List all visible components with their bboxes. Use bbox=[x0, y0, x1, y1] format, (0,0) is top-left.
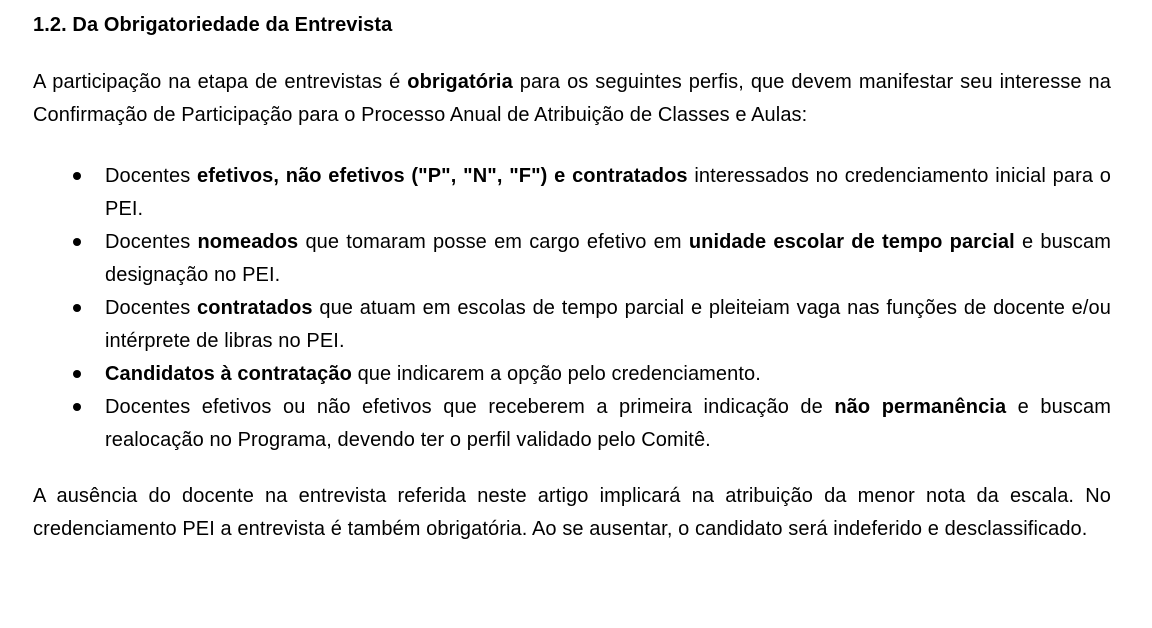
profiles-list bbox=[33, 160, 1111, 457]
bullet-icon bbox=[73, 238, 81, 246]
list-item bbox=[33, 226, 1111, 292]
list-item-text: Candidatos à contratação que indicarem a opção pelo credenciamento. bbox=[105, 363, 761, 385]
intro-paragraph: A participação na etapa de entrevistas é obrigatória para os seguintes perfis, que devem manifestar seu interesse na Confirmação de Participação para o Processo Anual de Atribuição de Classes e Aulas: bbox=[33, 71, 1111, 126]
bullet-icon bbox=[73, 403, 81, 411]
bullet-icon bbox=[73, 370, 81, 378]
closing-paragraph: A ausência do docente na entrevista referida neste artigo implicará na atribuição da menor nota da escala. No credenciamento PEI a entrevista é também obrigatória. Ao se ausentar, o candidato será indeferido e desclassificado. bbox=[33, 485, 1111, 540]
list-item-text: Docentes nomeados que tomaram posse em cargo efetivo em unidade escolar de tempo parcial e buscam designação no PEI. bbox=[105, 231, 1111, 286]
list-item bbox=[33, 358, 1111, 391]
list-item-text: Docentes efetivos, não efetivos ("P", "N", "F") e contratados interessados no credenciamento inicial para o PEI. bbox=[105, 165, 1111, 220]
list-item-text: Docentes efetivos ou não efetivos que receberem a primeira indicação de não permanência e buscam realocação no Programa, devendo ter o perfil validado pelo Comitê. bbox=[105, 396, 1111, 451]
list-item bbox=[33, 160, 1111, 226]
list-item-text: Docentes contratados que atuam em escolas de tempo parcial e pleiteiam vaga nas funções de docente e/ou intérprete de libras no PEI. bbox=[105, 297, 1112, 352]
bullet-icon bbox=[73, 304, 81, 312]
list-item bbox=[33, 292, 1111, 358]
list-item bbox=[33, 391, 1111, 457]
section-heading: 1.2. Da Obrigatoriedade da Entrevista bbox=[33, 14, 393, 36]
bullet-icon bbox=[73, 172, 81, 180]
